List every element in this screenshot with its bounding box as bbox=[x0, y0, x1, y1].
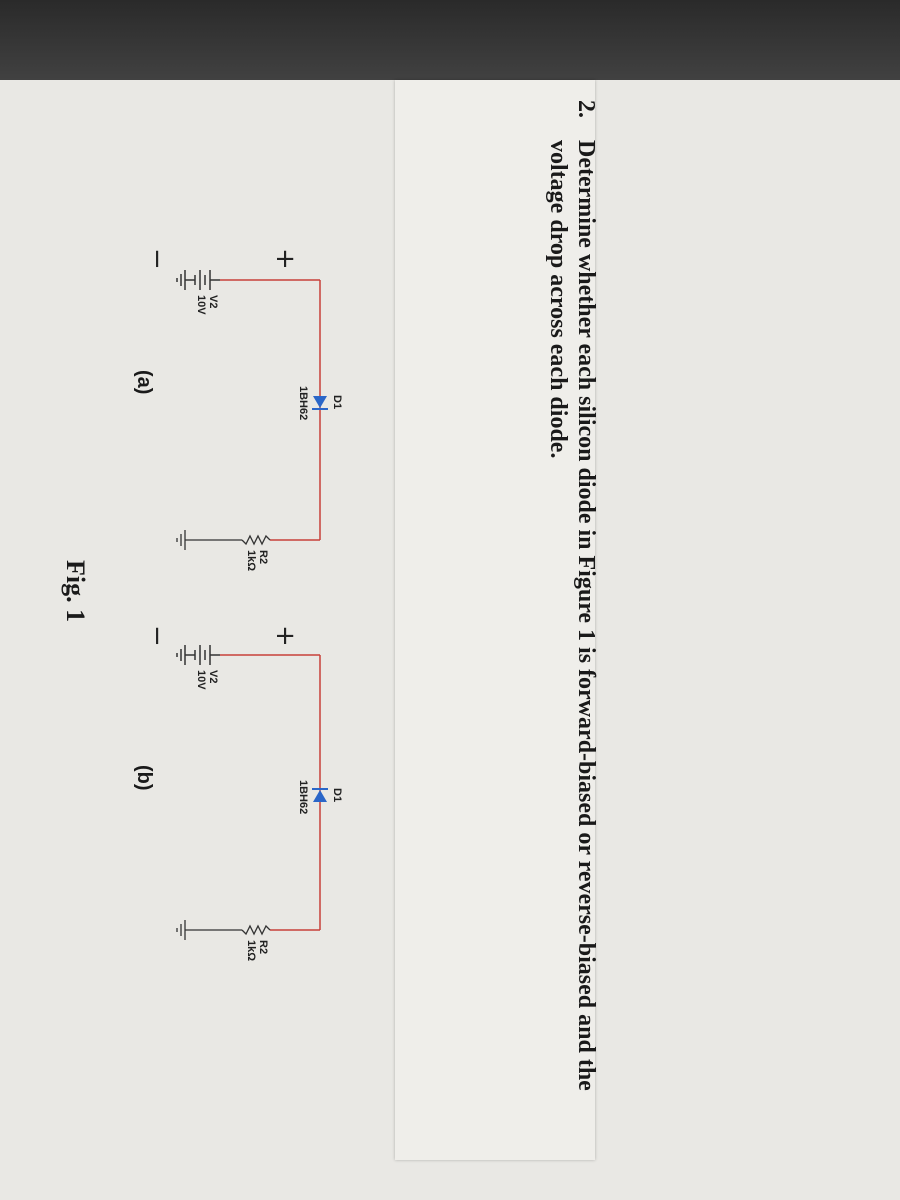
question-text: Determine whether each silicon diode in Figure 1 is forward-biased or reverse-biased and the voltage drop across each diode. bbox=[545, 140, 599, 1091]
circuit-b-diode-part: 1BH62 bbox=[297, 780, 309, 815]
circuit-a-caption: (a) bbox=[133, 370, 155, 395]
worksheet-page bbox=[0, 80, 900, 1200]
circuit-b-source-value: 10V bbox=[195, 670, 207, 690]
circuit-b-caption: (b) bbox=[133, 765, 155, 791]
circuit-a-resistor-value: 1kΩ bbox=[245, 550, 257, 572]
background-top bbox=[0, 0, 900, 90]
question-number: 2. bbox=[573, 100, 599, 118]
circuit-b-diode-ref: D1 bbox=[331, 788, 343, 803]
circuit-a-diode-symbol bbox=[312, 396, 328, 409]
circuit-a-resistor-ref: R2 bbox=[257, 550, 269, 565]
circuit-b-resistor-ref: R2 bbox=[257, 940, 269, 955]
circuit-b-source-ref: V2 bbox=[207, 670, 219, 684]
circuit-b-resistor-symbol bbox=[177, 920, 270, 940]
circuit-a-diode-ref: D1 bbox=[331, 395, 343, 410]
circuit-a bbox=[0, 80, 900, 1200]
circuit-b-battery-symbol bbox=[177, 645, 220, 665]
circuit-a-source-value: 10V bbox=[195, 295, 207, 315]
circuit-b-diode-symbol bbox=[312, 789, 328, 802]
circuit-a-minus-mark: − bbox=[142, 248, 172, 270]
figure-label: Fig. 1 bbox=[61, 560, 90, 623]
circuit-a-source-ref: V2 bbox=[207, 295, 219, 309]
circuit-a-diode-part: 1BH62 bbox=[297, 386, 309, 421]
circuit-a-battery-symbol bbox=[177, 270, 220, 290]
circuit-b-plus-mark: + bbox=[270, 625, 300, 647]
circuit-b-resistor-value: 1kΩ bbox=[245, 940, 257, 962]
circuit-a-resistor-symbol bbox=[177, 530, 270, 550]
circuit-b-minus-mark: − bbox=[142, 625, 172, 647]
circuit-a-plus-mark: + bbox=[270, 248, 300, 270]
